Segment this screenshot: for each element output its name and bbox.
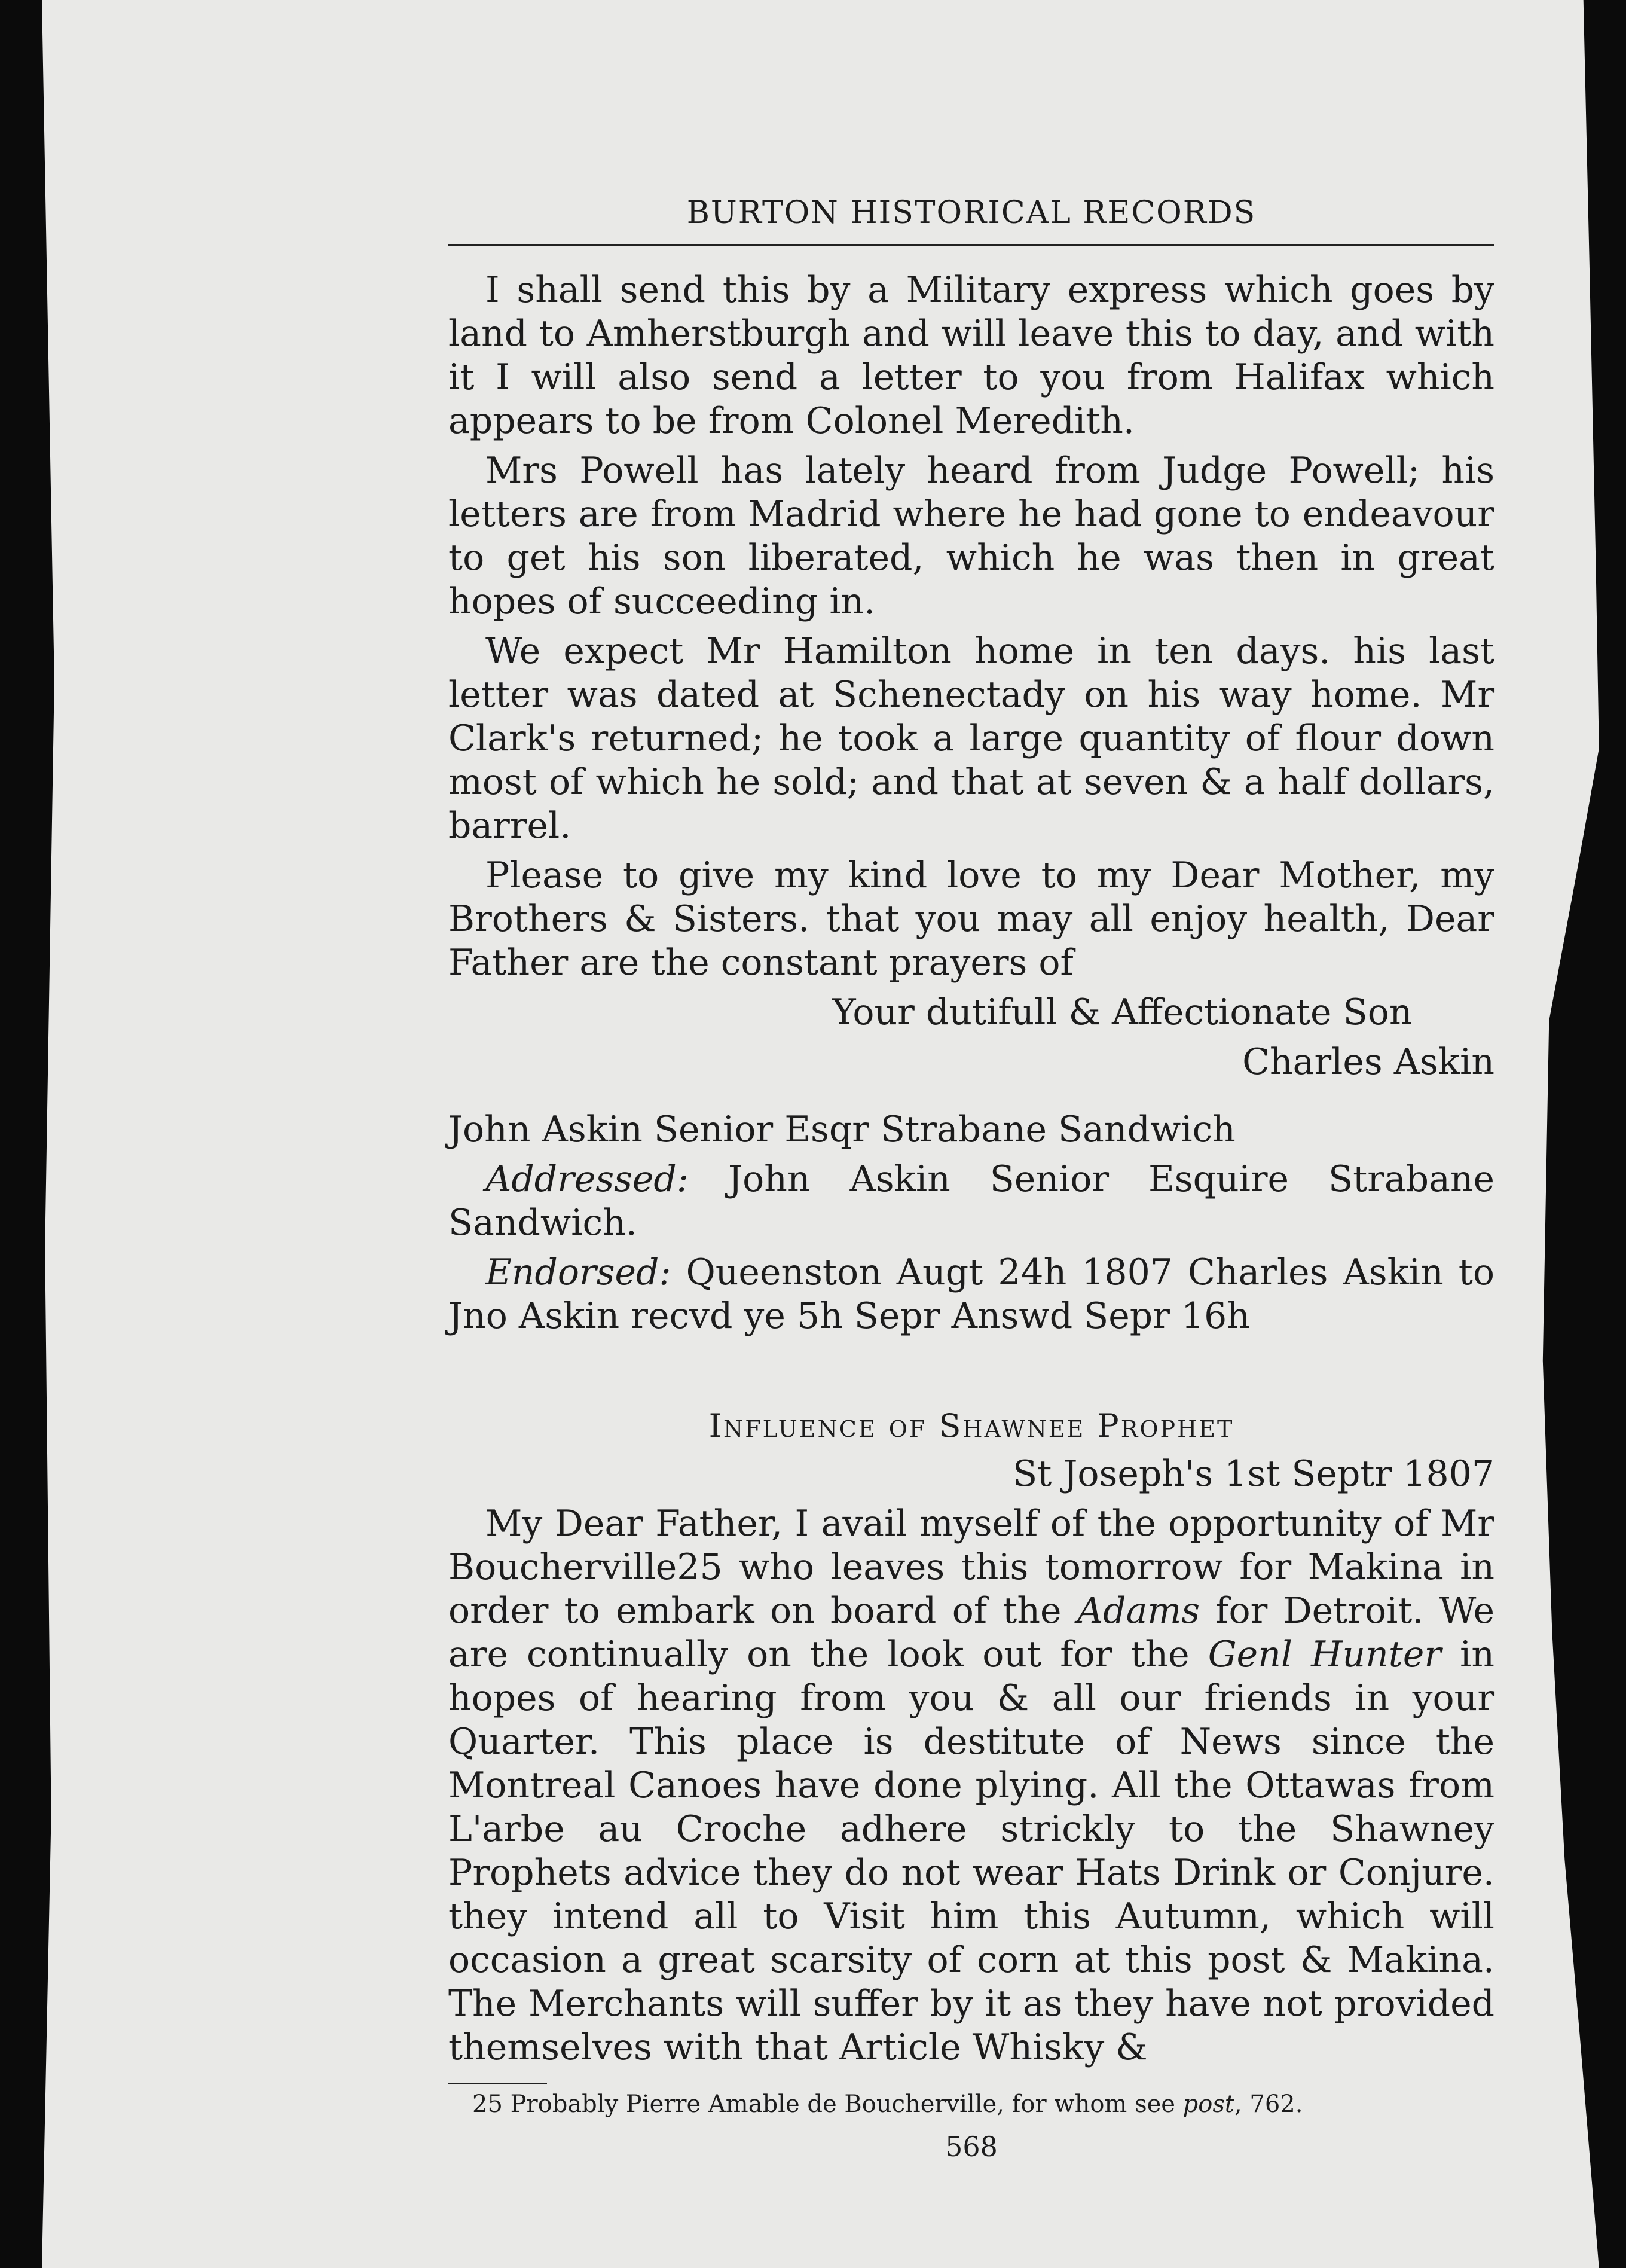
ship-name-adams: Adams: [1077, 1590, 1200, 1632]
footnote-rule: [448, 2083, 547, 2084]
letter1-recipient: John Askin Senior Esqr Strabane Sandwich: [448, 1109, 1236, 1150]
letter1-closing: Your dutifull & Affectionate Son: [832, 991, 1413, 1033]
letter2-text-b: for Detroit. We are continually on the look out for the: [448, 1590, 1495, 1675]
letter1-paragraph-4: Please to give my kind love to my Dear Mother, my Brothers & Sisters. that you may all enjoy health, Dear Father are the constant prayers of: [448, 854, 1494, 984]
endorsed-text: Queenston Augt 24h 1807 Charles Askin to Jno Askin recvd ye 5h Sepr Answd Sepr 16h: [448, 1251, 1494, 1337]
body-text: [448, 268, 1494, 2069]
letter1-endorsed: [448, 1251, 1494, 1338]
footnote-text-b: , 762.: [1234, 2090, 1303, 2118]
addressed-text: John Askin Senior Esquire Strabane Sandwich.: [448, 1158, 1494, 1244]
section-title: Influence of Shawnee Prophet: [708, 1407, 1234, 1445]
letter2-dateline: St Joseph's 1st Septr 1807: [1013, 1453, 1494, 1495]
letter1-addressed: [448, 1158, 1494, 1245]
running-head: BURTON HISTORICAL RECORDS: [686, 195, 1257, 231]
addressed-label: Addressed:: [485, 1158, 689, 1200]
letter1-paragraph-2: Mrs Powell has lately heard from Judge Powell; his letters are from Madrid where he had gone to endeavour to get his son liberated, which he was then in great hopes of succeeding in.: [448, 450, 1494, 622]
letter2-paragraph-1: [448, 1502, 1494, 2069]
letter1-paragraph-1: I shall send this by a Military express which goes by land to Amherstburgh and will leave this to day, and with it I will also send a letter to you from Halifax which appears to be from Colonel Meredith.: [448, 269, 1494, 442]
endorsed-label: Endorsed:: [485, 1251, 671, 1293]
letter2-text-c: in hopes of hearing from you & all our friends in your Quarter. This place is destitute of News since the Montreal Canoes have done plying. All the Ottawas from L'arbe au Croche adhere strickly to the Shawney Prophets advice they do not wear Hats Drink or Conjure. they intend all to Visit him this Autumn, which will occasion a great scarsity of corn at this post & Makina. The Merchants will suffer by it as they have not provided themselves with that Article Whisky &: [448, 1634, 1494, 2068]
footnote-post: post: [1182, 2090, 1234, 2118]
spacer: [448, 1090, 1494, 1108]
page-content: [448, 185, 1494, 2163]
header-rule: [448, 244, 1494, 246]
letter1-paragraph-3: We expect Mr Hamilton home in ten days. his last letter was dated at Schenectady on his way home. Mr Clark's returned; he took a large quantity of flour down most of which he sold; and that at seven & a half dollars, barrel.: [448, 630, 1494, 847]
footnote: [448, 2087, 1494, 2121]
footnote-text-a: 25 Probably Pierre Amable de Boucherville, for whom see: [472, 2090, 1175, 2118]
letter1-signature: Charles Askin: [1242, 1041, 1494, 1083]
letter2-text-a: My Dear Father, I avail myself of the opportunity of Mr Boucherville25 who leaves this tomorrow for Makina in order to embark on board of the: [448, 1503, 1494, 1632]
page-number: 568: [945, 2130, 998, 2163]
ship-name-hunter: Genl Hunter: [1208, 1634, 1442, 1675]
